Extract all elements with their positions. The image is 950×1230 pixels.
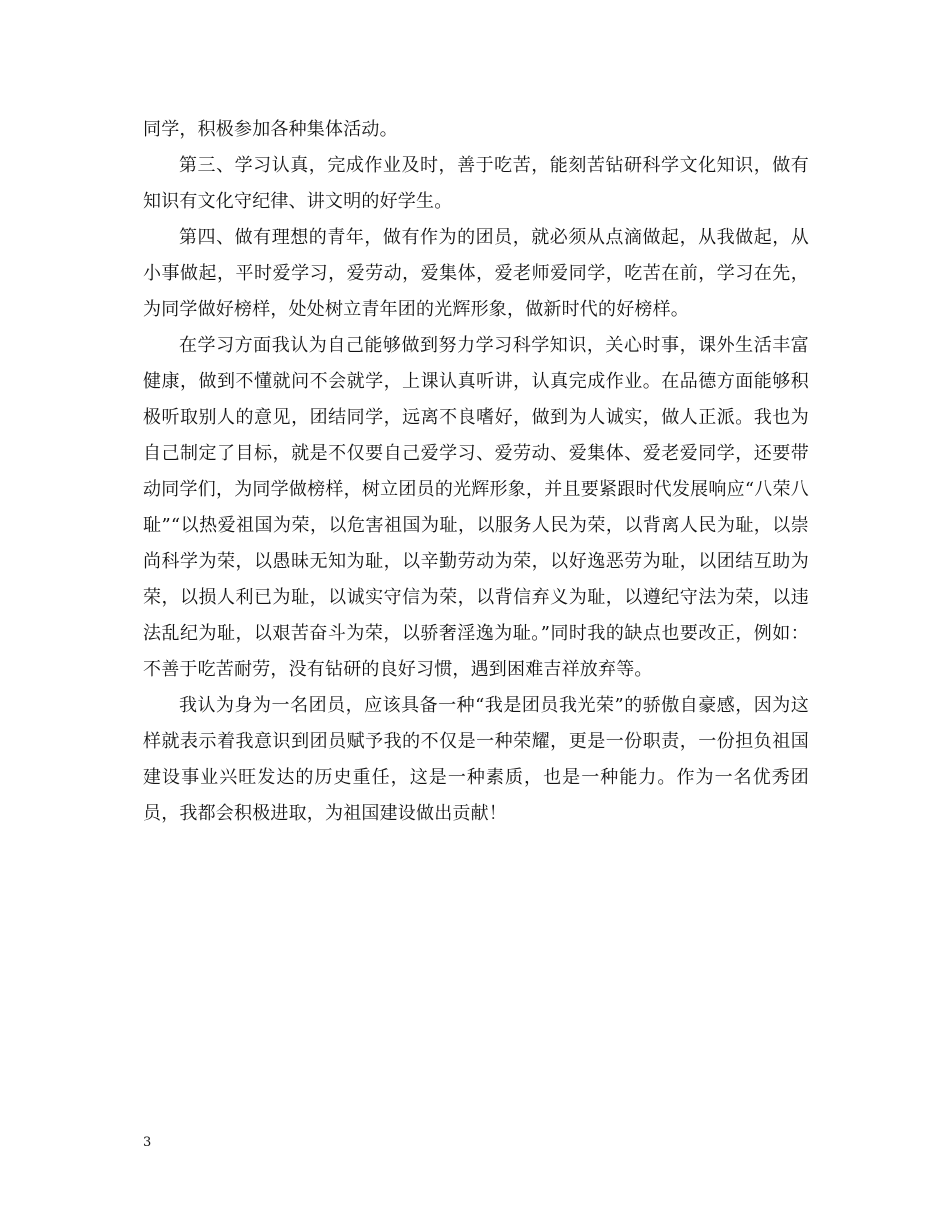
page-number: 3 <box>143 1135 152 1150</box>
paragraph-ideals: 第四、做有理想的青年，做有作为的团员，就必须从点滴做起，从我做起，从小事做起，平时爱学习，爱劳动，爱集体，爱老师爱同学，吃苦在前，学习在先，为同学做好榜样，处处树立青年团的光辉形象，做新时代的好榜样。 <box>143 227 809 320</box>
paragraph-continued: 同学，积极参加各种集体活动。 <box>143 119 398 140</box>
body-text <box>143 112 809 832</box>
paragraph-conclusion: 我认为身为一名团员，应该具备一种“我是团员我光荣”的骄傲自豪感，因为这样就表示着我意识到团员赋予我的不仅是一种荣耀，更是一份职责，一份担负祖国建设事业兴旺发达的历史重任，这是一种素质，也是一种能力。作为一名优秀团员，我都会积极进取，为祖国建设做出贡献！ <box>143 695 809 824</box>
paragraph-goals: 在学习方面我认为自己能够做到努力学习科学知识，关心时事，课外生活丰富健康，做到不懂就问不会就学，上课认真听讲，认真完成作业。在品德方面能够积极听取别人的意见，团结同学，远离不良嗜好，做到为人诚实，做人正派。我也为自己制定了目标，就是不仅要自己爱学习、爱劳动、爱集体、爱老爱同学，还要带动同学们，为同学做榜样，树立团员的光辉形象，并且要紧跟时代发展响应“八荣八耻”“以热爱祖国为荣，以危害祖国为耻，以服务人民为荣，以背离人民为耻，以崇尚科学为荣，以愚昧无知为耻，以辛勤劳动为荣，以好逸恶劳为耻，以团结互助为荣，以损人利已为耻，以诚实守信为荣，以背信弃义为耻，以遵纪守法为荣，以违法乱纪为耻，以艰苦奋斗为荣，以骄奢淫逸为耻。”同时我的缺点也要改正，例如：不善于吃苦耐劳，没有钻研的良好习惯，遇到困难吉祥放弃等。 <box>143 335 809 680</box>
paragraph-study: 第三、学习认真，完成作业及时，善于吃苦，能刻苦钻研科学文化知识，做有知识有文化守纪律、讲文明的好学生。 <box>143 155 809 212</box>
